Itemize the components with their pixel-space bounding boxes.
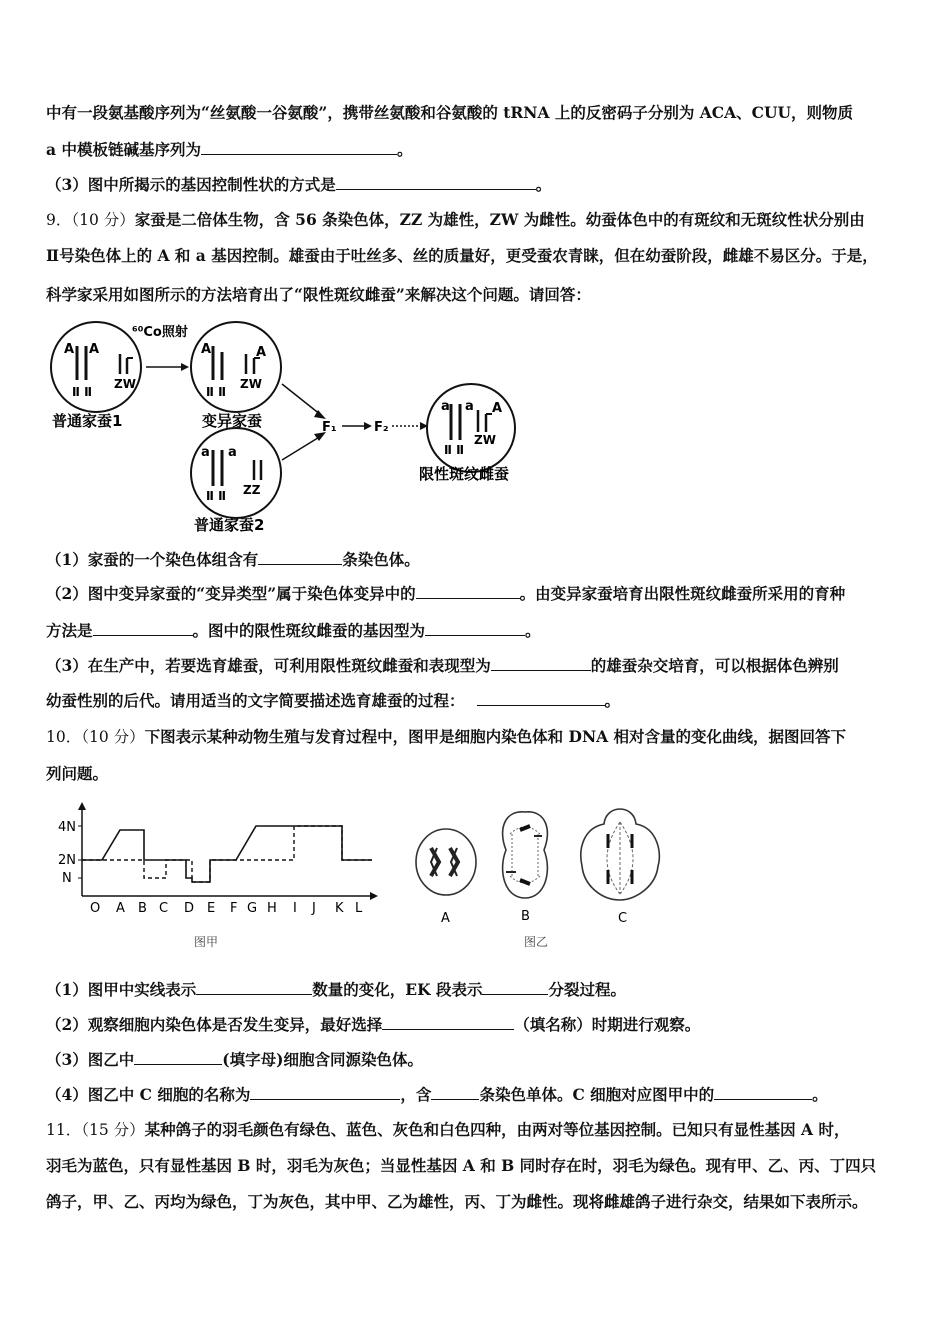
y-label-4N: 4N <box>58 820 76 835</box>
f2-label: F₂ <box>374 420 389 435</box>
svg-text:Ⅱ Ⅱ: Ⅱ Ⅱ <box>72 385 92 399</box>
svg-text:ZW: ZW <box>474 433 496 447</box>
silkworm-breeding-diagram <box>46 318 546 538</box>
q11-text-line1: 11．（15 分）某种鸽子的羽毛颜色有绿色、蓝色、灰色和白色四种，由两对等位基因控制。已知只有显性基因 A 时， <box>46 1120 850 1139</box>
svg-text:E: E <box>207 901 216 916</box>
svg-text:O: O <box>90 901 101 916</box>
cell-A-label: A <box>441 911 450 926</box>
q9-part3-line1: （3）在生产中，若要选育雄蚕，可利用限性斑纹雌蚕和表现型为 的雄蚕杂交培育，可以根据体色辨别 <box>46 656 839 675</box>
answer-blank[interactable] <box>201 140 397 155</box>
cell-mutant-silkworm <box>191 322 281 412</box>
svg-text:a: a <box>228 445 237 460</box>
q10-part2: （2）观察细胞内染色体是否发生变异，最好选择 （填名称）时期进行观察。 <box>46 1015 701 1034</box>
svg-text:A: A <box>89 342 100 357</box>
svg-text:ZW: ZW <box>114 377 136 391</box>
answer-blank[interactable] <box>258 550 342 565</box>
svg-text:B: B <box>138 901 147 916</box>
svg-text:a: a <box>441 399 450 414</box>
caption-fig-yi: 图乙 <box>524 935 549 949</box>
chromosome-dna-figure <box>46 800 686 960</box>
q10-text-line2: 列问题。 <box>46 764 109 783</box>
answer-blank[interactable] <box>477 691 605 706</box>
cell2-label: 变异家蚕 <box>202 412 263 430</box>
answer-blank[interactable] <box>336 175 536 190</box>
svg-text:G: G <box>247 901 258 916</box>
svg-text:F: F <box>230 901 238 916</box>
cell-C <box>581 809 660 900</box>
svg-text:H: H <box>267 901 277 916</box>
caption-fig-jia: 图甲 <box>194 935 219 949</box>
svg-text:Ⅱ Ⅱ: Ⅱ Ⅱ <box>206 489 226 503</box>
cell-B <box>503 812 548 898</box>
answer-blank[interactable] <box>482 980 548 995</box>
f1-label: F₁ <box>322 420 337 435</box>
svg-text:I: I <box>293 901 297 916</box>
cell1-label: 普通家蚕1 <box>52 412 123 430</box>
q11-text-line3: 鸽子，甲、乙、丙均为绿色，丁为灰色，其中甲、乙为雄性，丙、丁为雌性。现将雌雄鸽子进行杂交，结果如下表所示。 <box>46 1192 868 1211</box>
svg-text:J: J <box>312 901 316 916</box>
svg-text:Ⅱ Ⅱ: Ⅱ Ⅱ <box>444 443 464 457</box>
answer-blank[interactable] <box>93 621 193 636</box>
q10-part3: （3）图乙中 (填字母)细胞含同源染色体。 <box>46 1050 423 1069</box>
answer-blank[interactable] <box>714 1085 812 1100</box>
q9-text-line1: 9．（10 分）家蚕是二倍体生物，含 56 条染色体，ZZ 为雄性，ZW 为雌性。幼蚕体色中的有斑纹和无斑纹性状分别由 <box>46 210 865 229</box>
q9-part2-line1: （2）图中变异家蚕的“变异类型”属于染色体变异中的 。由变异家蚕培育出限性斑纹雌蚕所采用的育种 <box>46 584 846 603</box>
co60-irradiation-label: ⁶⁰Co照射 <box>132 325 188 340</box>
answer-blank[interactable] <box>425 621 525 636</box>
cell-normal-silkworm-2 <box>191 428 281 518</box>
svg-text:a: a <box>465 399 474 414</box>
svg-text:A: A <box>201 342 212 357</box>
svg-text:K: K <box>335 901 344 916</box>
q9-text-line3: 科学家采用如图所示的方法培育出了“限性斑纹雌蚕”来解决这个问题。请回答： <box>46 285 591 304</box>
svg-text:Ⅱ Ⅱ: Ⅱ Ⅱ <box>206 385 226 399</box>
q9-text-line2: Ⅱ号染色体上的 A 和 a 基因控制。雄蚕由于吐丝多、丝的质量好，更受蚕农青睐，但在幼蚕阶段，雌雄不易区分。于是， <box>46 246 878 265</box>
q8-text-line1: 中有一段氨基酸序列为“丝氨酸一谷氨酸”，携带丝氨酸和谷氨酸的 tRNA 上的反密码子分别为 ACA、CUU，则物质 <box>46 103 854 122</box>
svg-text:a: a <box>201 445 210 460</box>
cell4-label: 限性斑纹雌蚕 <box>419 465 510 483</box>
dashed-curve <box>82 826 372 882</box>
answer-blank[interactable] <box>431 1085 479 1100</box>
svg-text:D: D <box>184 901 195 916</box>
answer-blank[interactable] <box>250 1085 400 1100</box>
answer-blank[interactable] <box>196 980 312 995</box>
q9-part2-line2: 方法是 。图中的限性斑纹雌蚕的基因型为 。 <box>46 621 541 640</box>
answer-blank[interactable] <box>416 584 520 599</box>
q8-part3: （3）图中所揭示的基因控制性状的方式是 。 <box>46 175 552 194</box>
svg-text:A: A <box>116 901 125 916</box>
cell-B-label: B <box>521 909 530 924</box>
cell3-label: 普通家蚕2 <box>194 516 265 534</box>
svg-text:C: C <box>159 901 169 916</box>
q11-text-line2: 羽毛为蓝色，只有显性基因 B 时，羽毛为灰色；当显性基因 A 和 B 同时存在时，羽毛为绿色。现有甲、乙、丙、丁四只 <box>46 1156 877 1175</box>
svg-text:A: A <box>256 345 267 360</box>
q9-part3-line2: 幼蚕性别的后代。请用适当的文字简要描述选育雄蚕的过程： 。 <box>46 691 621 710</box>
cell-normal-silkworm-1 <box>51 322 141 412</box>
q10-text-line1: 10．（10 分）下图表示某种动物生殖与发育过程中，图甲是细胞内染色体和 DNA 相对含量的变化曲线，据图回答下 <box>46 727 847 746</box>
answer-blank[interactable] <box>382 1015 514 1030</box>
q9-part1: （1）家蚕的一个染色体组含有 条染色体。 <box>46 550 420 569</box>
cell-sex-limited-female <box>427 384 515 472</box>
y-label-2N: 2N <box>58 853 76 868</box>
svg-text:A: A <box>64 342 75 357</box>
y-label-N: N <box>62 871 72 886</box>
svg-text:ZZ: ZZ <box>243 483 261 497</box>
q10-part4: （4）图乙中 C 细胞的名称为 ，含 条染色单体。C 细胞对应图甲中的 。 <box>46 1085 828 1104</box>
solid-curve <box>82 826 372 882</box>
cell-A <box>416 829 476 895</box>
q8-text-line2: a 中模板链碱基序列为 。 <box>46 140 413 159</box>
svg-text:ZW: ZW <box>240 377 262 391</box>
answer-blank[interactable] <box>491 656 591 671</box>
q10-part1: （1）图甲中实线表示 数量的变化，EK 段表示 分裂过程。 <box>46 980 626 999</box>
cell-C-label: C <box>618 911 628 926</box>
answer-blank[interactable] <box>134 1050 222 1065</box>
svg-text:L: L <box>355 901 363 916</box>
svg-text:A: A <box>492 401 503 416</box>
